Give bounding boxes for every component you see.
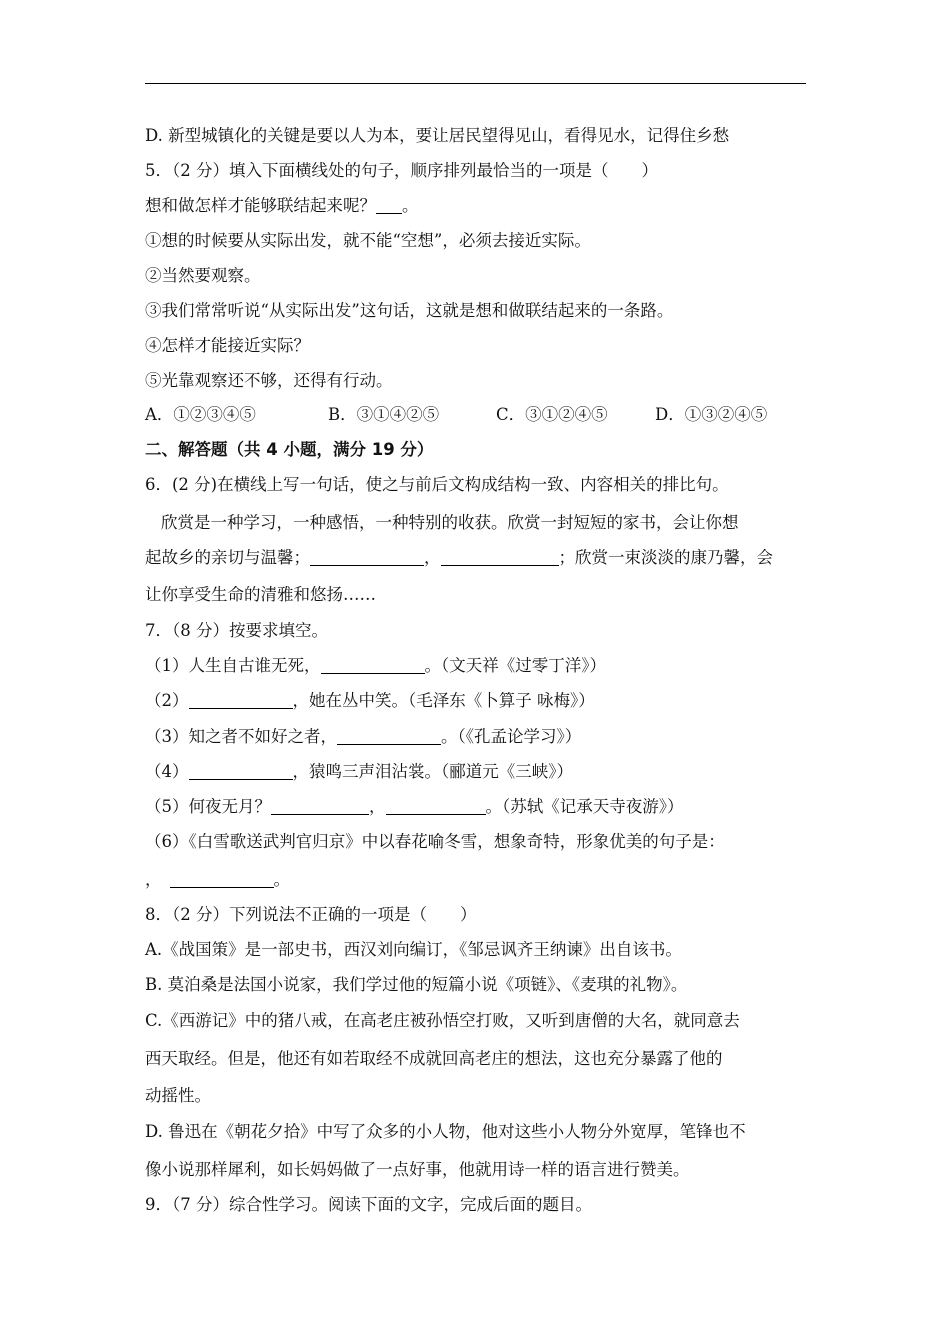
section-heading: 二、解答题（共 4 小题，满分 19 分） [145,440,434,459]
option-c: C．③①②④⑤ [496,405,608,424]
question-6-text-3: 让你享受生命的清雅和悠扬…… [145,585,376,604]
sentence-4: ④怎样才能接近实际？ [145,336,310,355]
text-part: 。（文天祥《过零丁洋》） [424,656,606,675]
text-part: （5）何夜无月？ [145,797,271,816]
lead-text: 想和做怎样才能够联结起来呢？ [145,196,376,215]
answer-blank [310,549,424,566]
question-6-stem: 6．(2 分)在横线上写一句话，使之与前后文构成结构一致、内容相关的排比句。 [145,475,729,494]
question-7-item-3 [145,726,581,748]
text-part: （3）知之者不如好之者， [145,727,337,746]
text-part: ， [424,548,441,567]
question-7-item-4 [145,761,573,783]
text-part: 。 [273,870,290,889]
question-5-lead [145,195,419,217]
question-8-stem: 8．（2 分）下列说法不正确的一项是（ ） [145,905,477,924]
answer-blank [271,798,369,815]
question-7-stem: 7．（8 分）按要求填空。 [145,621,328,640]
answer-blank [337,728,441,745]
question-6-text-1: 欣赏是一种学习，一种感悟，一种特别的收获。欣赏一封短短的家书，会让你想 [161,513,739,532]
answer-blank [321,657,425,674]
text-part: （4） [145,762,189,781]
question-7-item-6-blanks [145,869,290,891]
question-8-option-a: A.《战国策》是一部史书，西汉刘向编订，《邹忌讽齐王纳谏》出自该书。 [145,940,682,959]
question-8-option-d-2: 像小说那样犀利，如长妈妈做了一点好事，他就用诗一样的语言进行赞美。 [145,1160,690,1179]
option-b: B．③①④②⑤ [328,405,440,424]
header-rule [145,83,806,84]
answer-blank [170,871,274,888]
text-part: ， [145,870,162,889]
option-d-line: D. 新型城镇化的关键是要以人为本，要让居民望得见山，看得见水，记得住乡愁 [145,126,730,145]
text-part: ， [369,797,386,816]
question-9-stem: 9．（7 分）综合性学习。阅读下面的文字，完成后面的题目。 [145,1195,592,1214]
question-8-option-c-2: 西天取经。但是，他还有如若取经不成就回高老庄的想法，这也充分暴露了他的 [145,1049,723,1068]
option-a: A．①②③④⑤ [145,405,256,424]
answer-blank [376,197,402,214]
text-part: ，猿鸣三声泪沾裳。（郦道元《三峡》） [292,762,573,781]
sentence-3: ③我们常常听说“从实际出发”这句话，这就是想和做联结起来的一条路。 [145,301,674,320]
lead-end: 。 [402,196,419,215]
question-8-option-b: B. 莫泊桑是法国小说家，我们学过他的短篇小说《项链》、《麦琪的礼物》。 [145,975,688,994]
question-8-option-c-3: 动摇性。 [145,1086,211,1105]
question-6-text-2 [145,547,773,569]
answer-blank [441,549,559,566]
text-part: 起故乡的亲切与温馨； [145,548,310,567]
sentence-2: ②当然要观察。 [145,266,261,285]
text-part: 。（苏轼《记承天寺夜游》） [485,797,684,816]
text-part: ，她在丛中笑。（毛泽东《卜算子 咏梅》） [292,691,595,710]
option-d: D．①③②④⑤ [655,405,768,424]
sentence-1: ①想的时候要从实际出发，就不能“空想”，必须去接近实际。 [145,231,591,250]
question-5-stem: 5．（2 分）填入下面横线处的句子，顺序排列最恰当的一项是（ ） [145,161,658,180]
text-part: ；欣赏一束淡淡的康乃馨，会 [558,548,773,567]
text-part: （2） [145,691,189,710]
answer-blank [386,798,486,815]
text-part: （1）人生自古谁无死， [145,656,321,675]
question-8-option-c-1: C.《西游记》中的猪八戒，在高老庄被孙悟空打败，又听到唐僧的大名，就同意去 [145,1011,740,1030]
text-part: 。（《孔孟论学习》） [441,727,582,746]
question-7-item-2 [145,690,595,712]
question-7-item-6: （6）《白雪歌送武判官归京》中以春花喻冬雪，想象奇特，形象优美的句子是： [145,832,725,851]
question-7-item-1 [145,655,606,677]
sentence-5: ⑤光靠观察还不够，还得有行动。 [145,371,393,390]
question-8-option-d-1: D. 鲁迅在《朝花夕拾》中写了众多的小人物，他对这些小人物分外宽厚，笔锋也不 [145,1122,746,1141]
answer-blank [189,763,293,780]
answer-blank [189,692,293,709]
question-7-item-5 [145,796,684,818]
